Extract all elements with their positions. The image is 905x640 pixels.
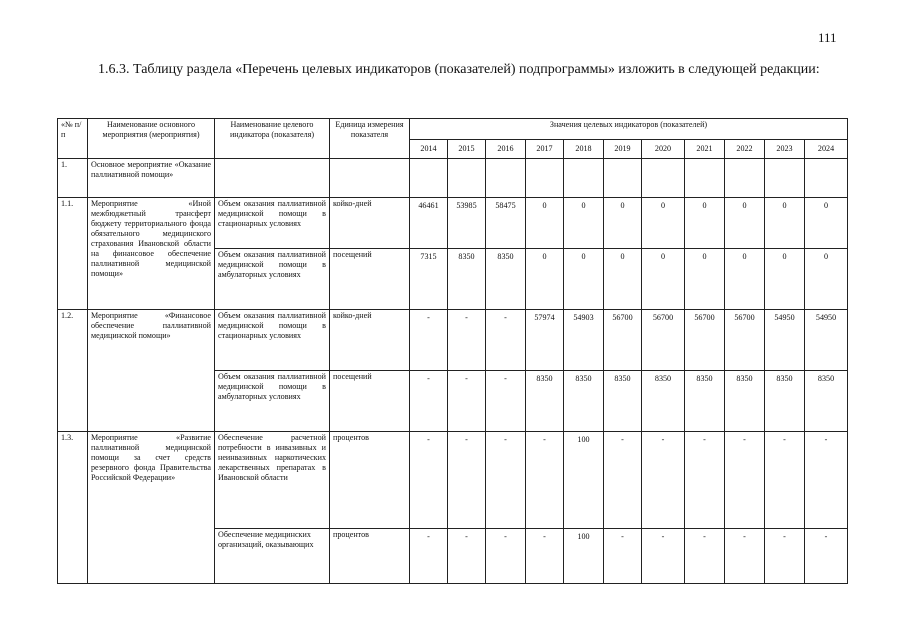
row-value: - xyxy=(448,529,486,584)
header-year: 2014 xyxy=(410,140,448,159)
row-unit: посещений xyxy=(330,371,410,432)
row-num: 1.3. xyxy=(58,432,88,584)
row-value: - xyxy=(765,529,805,584)
row-unit xyxy=(330,159,410,198)
table-row xyxy=(58,159,848,198)
row-unit: процентов xyxy=(330,432,410,529)
row-value: - xyxy=(448,371,486,432)
row-value: - xyxy=(486,432,526,529)
row-value: - xyxy=(448,432,486,529)
row-value: 8350 xyxy=(765,371,805,432)
row-value: 0 xyxy=(805,198,848,249)
row-value: 0 xyxy=(805,249,848,310)
row-value: 56700 xyxy=(685,310,725,371)
row-value: 56700 xyxy=(604,310,642,371)
row-value: 0 xyxy=(526,249,564,310)
row-value: 8350 xyxy=(642,371,685,432)
row-unit: койко-дней xyxy=(330,198,410,249)
row-value: 100 xyxy=(564,529,604,584)
row-value: - xyxy=(526,432,564,529)
row-unit: койко-дней xyxy=(330,310,410,371)
row-value: - xyxy=(805,432,848,529)
row-value: 8350 xyxy=(685,371,725,432)
header-year: 2020 xyxy=(642,140,685,159)
row-num: 1.2. xyxy=(58,310,88,432)
row-value: 0 xyxy=(642,249,685,310)
row-indicator: Обеспечение медицинских организаций, оказывающих xyxy=(215,529,330,584)
row-value: - xyxy=(448,310,486,371)
row-value: 0 xyxy=(526,198,564,249)
row-value: 8350 xyxy=(604,371,642,432)
row-indicator: Объем оказания паллиативной медицинской помощи в стационарных условиях xyxy=(215,310,330,371)
row-num: 1.1. xyxy=(58,198,88,310)
row-value: - xyxy=(725,432,765,529)
row-indicator: Объем оказания паллиативной медицинской помощи в амбулаторных условиях xyxy=(215,249,330,310)
row-value: - xyxy=(604,432,642,529)
row-value: - xyxy=(410,529,448,584)
row-unit: посещений xyxy=(330,249,410,310)
row-value: 57974 xyxy=(526,310,564,371)
row-value: 7315 xyxy=(410,249,448,310)
row-event: Мероприятие «Финансовое обеспечение паллиативной медицинской помощи» xyxy=(88,310,215,432)
row-value: 0 xyxy=(685,249,725,310)
row-value: - xyxy=(486,371,526,432)
row-value: 8350 xyxy=(486,249,526,310)
row-value: - xyxy=(642,432,685,529)
header-unit: Единица измерения показателя xyxy=(330,119,410,159)
row-event: Мероприятие «Развитие паллиативной медицинской помощи за счет средств резервного фонда Правительства Российской Федерации» xyxy=(88,432,215,584)
row-value: - xyxy=(685,432,725,529)
row-value: 0 xyxy=(765,249,805,310)
row-value: 0 xyxy=(725,249,765,310)
header-year: 2021 xyxy=(685,140,725,159)
header-year: 2018 xyxy=(564,140,604,159)
row-value: 0 xyxy=(564,198,604,249)
header-event: Наименование основного мероприятия (мероприятия) xyxy=(88,119,215,159)
row-value: 58475 xyxy=(486,198,526,249)
row-value: 53985 xyxy=(448,198,486,249)
row-unit: процентов xyxy=(330,529,410,584)
row-indicator xyxy=(215,159,330,198)
row-value: 54950 xyxy=(765,310,805,371)
row-value: 56700 xyxy=(725,310,765,371)
row-value: 0 xyxy=(642,198,685,249)
header-values: Значения целевых индикаторов (показателей) xyxy=(410,119,848,140)
header-year: 2019 xyxy=(604,140,642,159)
row-value: - xyxy=(486,310,526,371)
row-value: 54950 xyxy=(805,310,848,371)
table-row xyxy=(58,198,848,249)
row-value: 0 xyxy=(604,249,642,310)
row-value: 8350 xyxy=(564,371,604,432)
row-value: - xyxy=(604,529,642,584)
row-value: 0 xyxy=(685,198,725,249)
row-value: - xyxy=(526,529,564,584)
row-num: 1. xyxy=(58,159,88,198)
header-year: 2017 xyxy=(526,140,564,159)
row-indicator: Объем оказания паллиативной медицинской помощи в стационарных условиях xyxy=(215,198,330,249)
row-value: 0 xyxy=(765,198,805,249)
row-value: 46461 xyxy=(410,198,448,249)
header-year: 2023 xyxy=(765,140,805,159)
row-value: - xyxy=(725,529,765,584)
row-value: 100 xyxy=(564,432,604,529)
row-value: 0 xyxy=(564,249,604,310)
intro-paragraph: 1.6.3. Таблицу раздела «Перечень целевых индикаторов (показателей) подпрограммы» изложить в следующей редакции: xyxy=(98,62,820,77)
row-value: - xyxy=(410,310,448,371)
row-event: Основное мероприятие «Оказание паллиативной помощи» xyxy=(88,159,215,198)
row-value: - xyxy=(486,529,526,584)
row-value: 8350 xyxy=(725,371,765,432)
row-indicator: Обеспечение расчетной потребности в инвазивных и неинвазивных наркотических лекарственных препаратах в Ивановской области xyxy=(215,432,330,529)
row-value: 8350 xyxy=(526,371,564,432)
table-row xyxy=(58,310,848,371)
row-value: 8350 xyxy=(448,249,486,310)
table-row xyxy=(58,432,848,529)
row-value: - xyxy=(685,529,725,584)
header-year: 2022 xyxy=(725,140,765,159)
row-value: - xyxy=(765,432,805,529)
indicators-table xyxy=(57,118,848,584)
row-value: 56700 xyxy=(642,310,685,371)
row-value: 8350 xyxy=(805,371,848,432)
row-value: - xyxy=(805,529,848,584)
row-value: - xyxy=(410,432,448,529)
row-value: - xyxy=(642,529,685,584)
row-value: 0 xyxy=(604,198,642,249)
row-value: 54903 xyxy=(564,310,604,371)
row-indicator: Объем оказания паллиативной медицинской помощи в амбулаторных условиях xyxy=(215,371,330,432)
page-number: 111 xyxy=(818,30,837,45)
row-value: 0 xyxy=(725,198,765,249)
header-year: 2016 xyxy=(486,140,526,159)
row-event: Мероприятие «Иной межбюджетный трансферт бюджету территориального фонда обязательного медицинского страхования Ивановской области на финансовое обеспечение паллиативной медицинской помощи» xyxy=(88,198,215,310)
row-value: - xyxy=(410,371,448,432)
header-year: 2024 xyxy=(805,140,848,159)
header-indicator: Наименование целевого индикатора (показателя) xyxy=(215,119,330,159)
header-num: «№ п/п xyxy=(58,119,88,159)
header-year: 2015 xyxy=(448,140,486,159)
